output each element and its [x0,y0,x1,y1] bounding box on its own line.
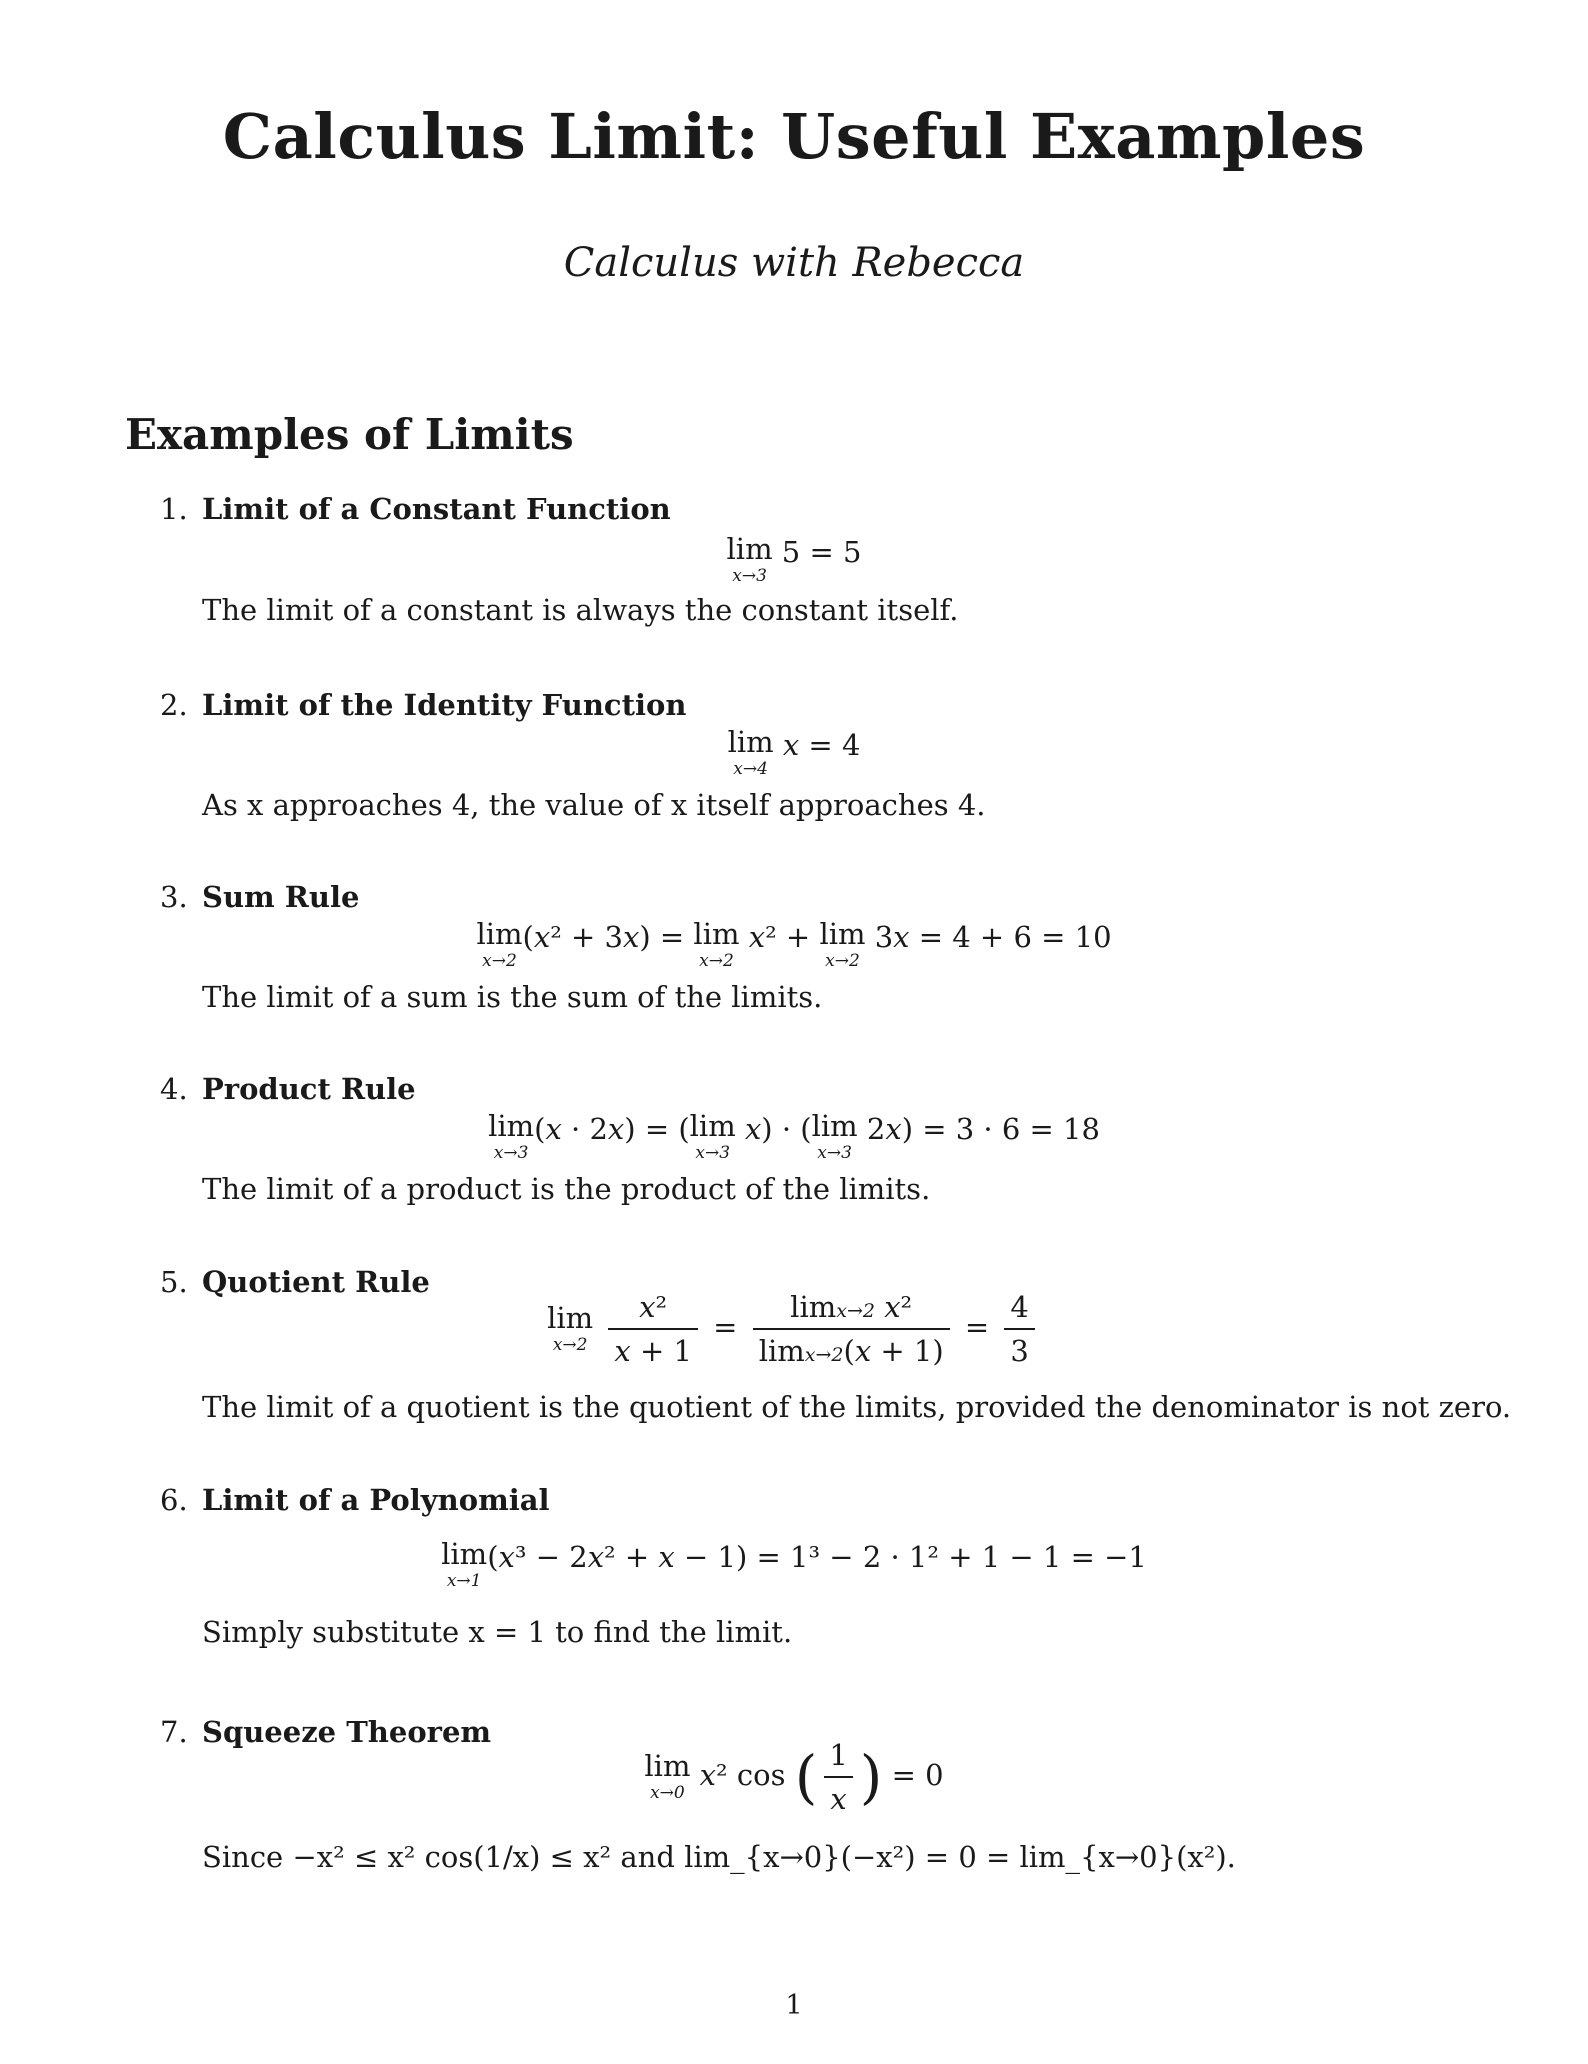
example-title: Product Rule [202,1072,416,1106]
example-description: Simply substitute x = 1 to find the limit. [202,1615,793,1649]
example-title: Quotient Rule [202,1265,430,1299]
formula-identity: lim x→4 x = 4 [727,725,861,779]
example-description: The limit of a sum is the sum of the limits. [202,980,823,1014]
example-number: 7. [160,1715,188,1749]
formula-polynomial: lim x→1 (x³ − 2x² + x − 1) = 1³ − 2 · 1² + 1 − 1 = −1 [441,1537,1147,1591]
example-heading [160,1483,550,1517]
example-description: The limit of a product is the product of the limits. [202,1172,931,1206]
document-title: Calculus Limit: Useful Examples [222,100,1366,173]
formula-sum-rule: lim x→2 (x² + 3x) = lim x→2 x² + lim x→2 3x = 4 + 6 = 10 [476,917,1112,971]
example-number: 2. [160,688,188,722]
example-title: Sum Rule [202,880,360,914]
example-number: 4. [160,1072,188,1106]
example-title: Limit of a Constant Function [202,492,671,526]
example-number: 5. [160,1265,188,1299]
example-heading [160,492,671,526]
example-heading [160,1072,416,1106]
formula-product-rule: lim x→3 (x · 2x) = (lim x→3 x) · (lim x→3 2x) = 3 · 6 = 18 [488,1109,1100,1163]
page-number: 1 [785,1990,803,2021]
example-number: 6. [160,1483,188,1517]
example-number: 3. [160,880,188,914]
example-description: Since −x² ≤ x² cos(1/x) ≤ x² and lim_{x→0}(−x²) = 0 = lim_{x→0}(x²). [202,1840,1236,1874]
example-heading [160,880,359,914]
example-description: The limit of a quotient is the quotient of the limits, provided the denominator is not zero. [202,1390,1512,1424]
formula-constant: lim x→3 5 = 5 [726,532,862,586]
formula-squeeze: lim x→0 x² cos ( $\frac{1}{x}$ ) = 0 [644,1738,944,1816]
example-title: Limit of a Polynomial [202,1483,550,1517]
example-description: As x approaches 4, the value of x itself approaches 4. [202,788,986,822]
section-title: Examples of Limits [125,410,574,459]
example-heading [160,688,686,722]
example-number: 1. [160,492,188,526]
example-description: The limit of a constant is always the constant itself. [202,593,959,627]
formula-quotient-rule: lim x→2 $\frac{\text{x²}}{x + 1}$ = $\frac{\text{limx→2 x²}}{\lim x\to 2(x + 1)}$ = $\frac{4}{3}$ [0,1290,1588,1368]
example-title: Squeeze Theorem [202,1715,492,1749]
example-title: Limit of the Identity Function [202,688,687,722]
document-subtitle: Calculus with Rebecca [563,240,1025,286]
